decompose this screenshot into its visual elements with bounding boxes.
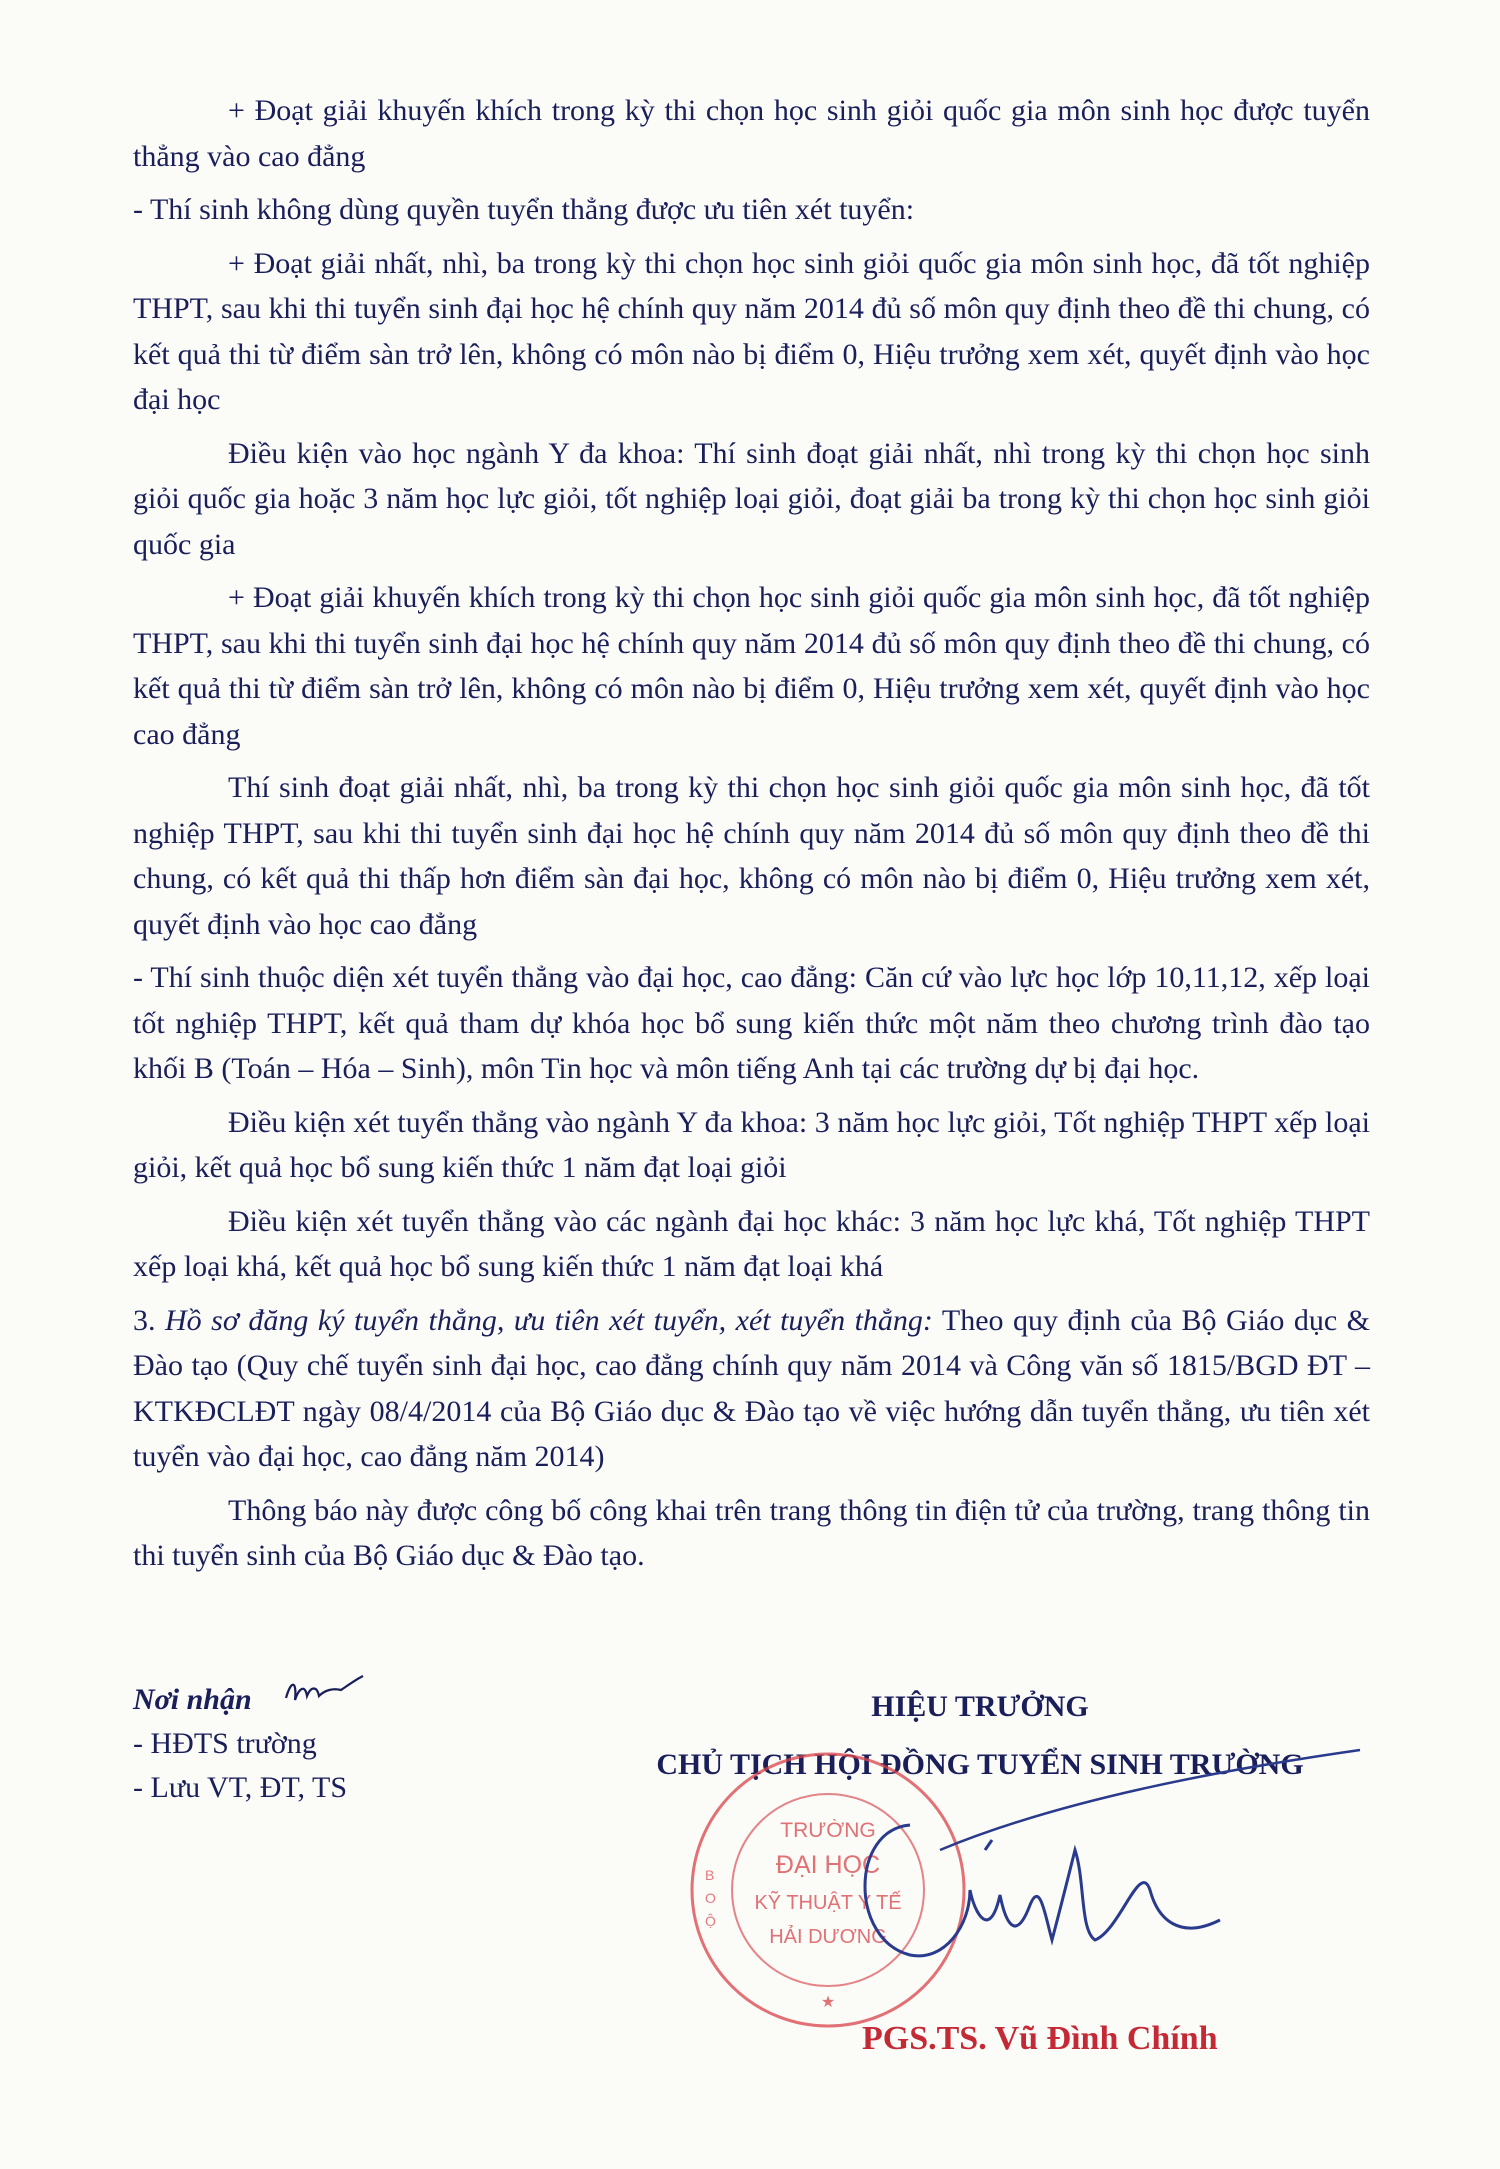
paragraph: Điều kiện xét tuyển thẳng vào các ngành đại học khác: 3 năm học lực khá, Tốt nghiệp THPT xếp loại khá, kết quả học bổ sung kiến thức 1 năm đạt loại khá: [133, 1204, 1370, 1283]
svg-text:ĐẠI HỌC: ĐẠI HỌC: [775, 1851, 881, 1879]
handwritten-signature: [700, 1730, 1460, 2000]
paragraph: + Đoạt giải khuyến khích trong kỳ thi chọn học sinh giỏi quốc gia môn sinh học, đã tốt nghiệp THPT, sau khi thi tuyển sinh đại học hệ chính quy năm 2014 đủ số môn quy định theo đề thi chung, có kết quả thi từ điểm sàn trở lên, không có môn nào bị điểm 0, Hiệu trưởng xem xét, quyết định vào học cao đẳng: [133, 581, 1370, 751]
recipients-label: Nơi nhận: [133, 1683, 252, 1716]
signer-subtitle: CHỦ TỊCH HỘI ĐỒNG TUYỂN SINH TRƯỜNG: [656, 1748, 1304, 1781]
svg-text:B: B: [705, 1867, 715, 1883]
svg-text:Ộ: Ộ: [705, 1913, 716, 1929]
recipients: [133, 1678, 347, 1810]
svg-text:★: ★: [820, 1992, 836, 2011]
recipient-item: - HĐTS trường: [133, 1727, 317, 1760]
signer-title: HIỆU TRƯỞNG: [871, 1690, 1089, 1723]
svg-text:TRƯỜNG: TRƯỜNG: [780, 1819, 876, 1842]
signer-name: PGS.TS. Vũ Đình Chính: [862, 2020, 1218, 2057]
paragraph: Thí sinh đoạt giải nhất, nhì, ba trong kỳ thi chọn học sinh giỏi quốc gia môn sinh học, đã tốt nghiệp THPT, sau khi thi tuyển sinh đại học hệ chính quy năm 2014 đủ số môn quy định theo đề thi chung, có kết quả thi thấp hơn điểm sàn đại học, không có môn nào bị điểm 0, Hiệu trưởng xem xét, quyết định vào học cao đẳng: [133, 771, 1370, 941]
initials-mark-icon: [281, 1670, 366, 1710]
svg-text:O: O: [705, 1890, 716, 1906]
item-3-paragraph: [133, 1298, 1370, 1480]
item-3-heading: Hồ sơ đăng ký tuyển thẳng, ưu tiên xét tuyển, xét tuyển thẳng:: [165, 1303, 933, 1337]
recipient-item: - Lưu VT, ĐT, TS: [133, 1771, 348, 1804]
item-3-text: Theo quy định của Bộ Giáo dục & Đào tạo (Quy chế tuyển sinh đại học, cao đẳng chính quy năm 2014 và Công văn số 1815/BGD ĐT – KTKĐCLĐT ngày 08/4/2014 của Bộ Giáo dục & Đào tạo về việc hướng dẫn tuyển thẳng, ưu tiên xét tuyển vào đại học, cao đẳng năm 2014): [133, 1303, 1370, 1473]
svg-text:KỸ THUẬT Y TẾ: KỸ THUẬT Y TẾ: [754, 1892, 902, 1914]
document-body: [133, 88, 1370, 1587]
item-3-number: 3.: [133, 1303, 156, 1337]
paragraph: + Đoạt giải khuyến khích trong kỳ thi chọn học sinh giỏi quốc gia môn sinh học được tuyển thẳng vào cao đẳng: [133, 94, 1370, 173]
paragraph: Điều kiện xét tuyển thẳng vào ngành Y đa khoa: 3 năm học lực giỏi, Tốt nghiệp THPT xếp loại giỏi, kết quả học bổ sung kiến thức 1 năm đạt loại giỏi: [133, 1105, 1370, 1184]
paragraph: - Thí sinh không dùng quyền tuyển thẳng được ưu tiên xét tuyển:: [133, 193, 915, 226]
paragraph: Điều kiện vào học ngành Y đa khoa: Thí sinh đoạt giải nhất, nhì trong kỳ thi chọn học sinh giỏi quốc gia hoặc 3 năm học lực giỏi, tốt nghiệp loại giỏi, đoạt giải ba trong kỳ thi chọn học sinh giỏi quốc gia: [133, 436, 1370, 561]
closing-paragraph: Thông báo này được công bố công khai trên trang thông tin điện tử của trường, trang thông tin thi tuyển sinh của Bộ Giáo dục & Đào tạo.: [133, 1493, 1370, 1572]
paragraph: + Đoạt giải nhất, nhì, ba trong kỳ thi chọn học sinh giỏi quốc gia môn sinh học, đã tốt nghiệp THPT, sau khi thi tuyển sinh đại học hệ chính quy năm 2014 đủ số môn quy định theo đề thi chung, có kết quả thi từ điểm sàn trở lên, không có môn nào bị điểm 0, Hiệu trưởng xem xét, quyết định vào học đại học: [133, 246, 1370, 416]
svg-text:HẢI DƯƠNG: HẢI DƯƠNG: [769, 1926, 887, 1948]
paragraph: - Thí sinh thuộc diện xét tuyển thẳng vào đại học, cao đẳng: Căn cứ vào lực học lớp 10,11,12, xếp loại tốt nghiệp THPT, kết quả tham dự khóa học bổ sung kiến thức một năm theo chương trình đào tạo khối B (Toán – Hóa – Sinh), môn Tin học và môn tiếng Anh tại các trường dự bị đại học.: [133, 961, 1370, 1085]
